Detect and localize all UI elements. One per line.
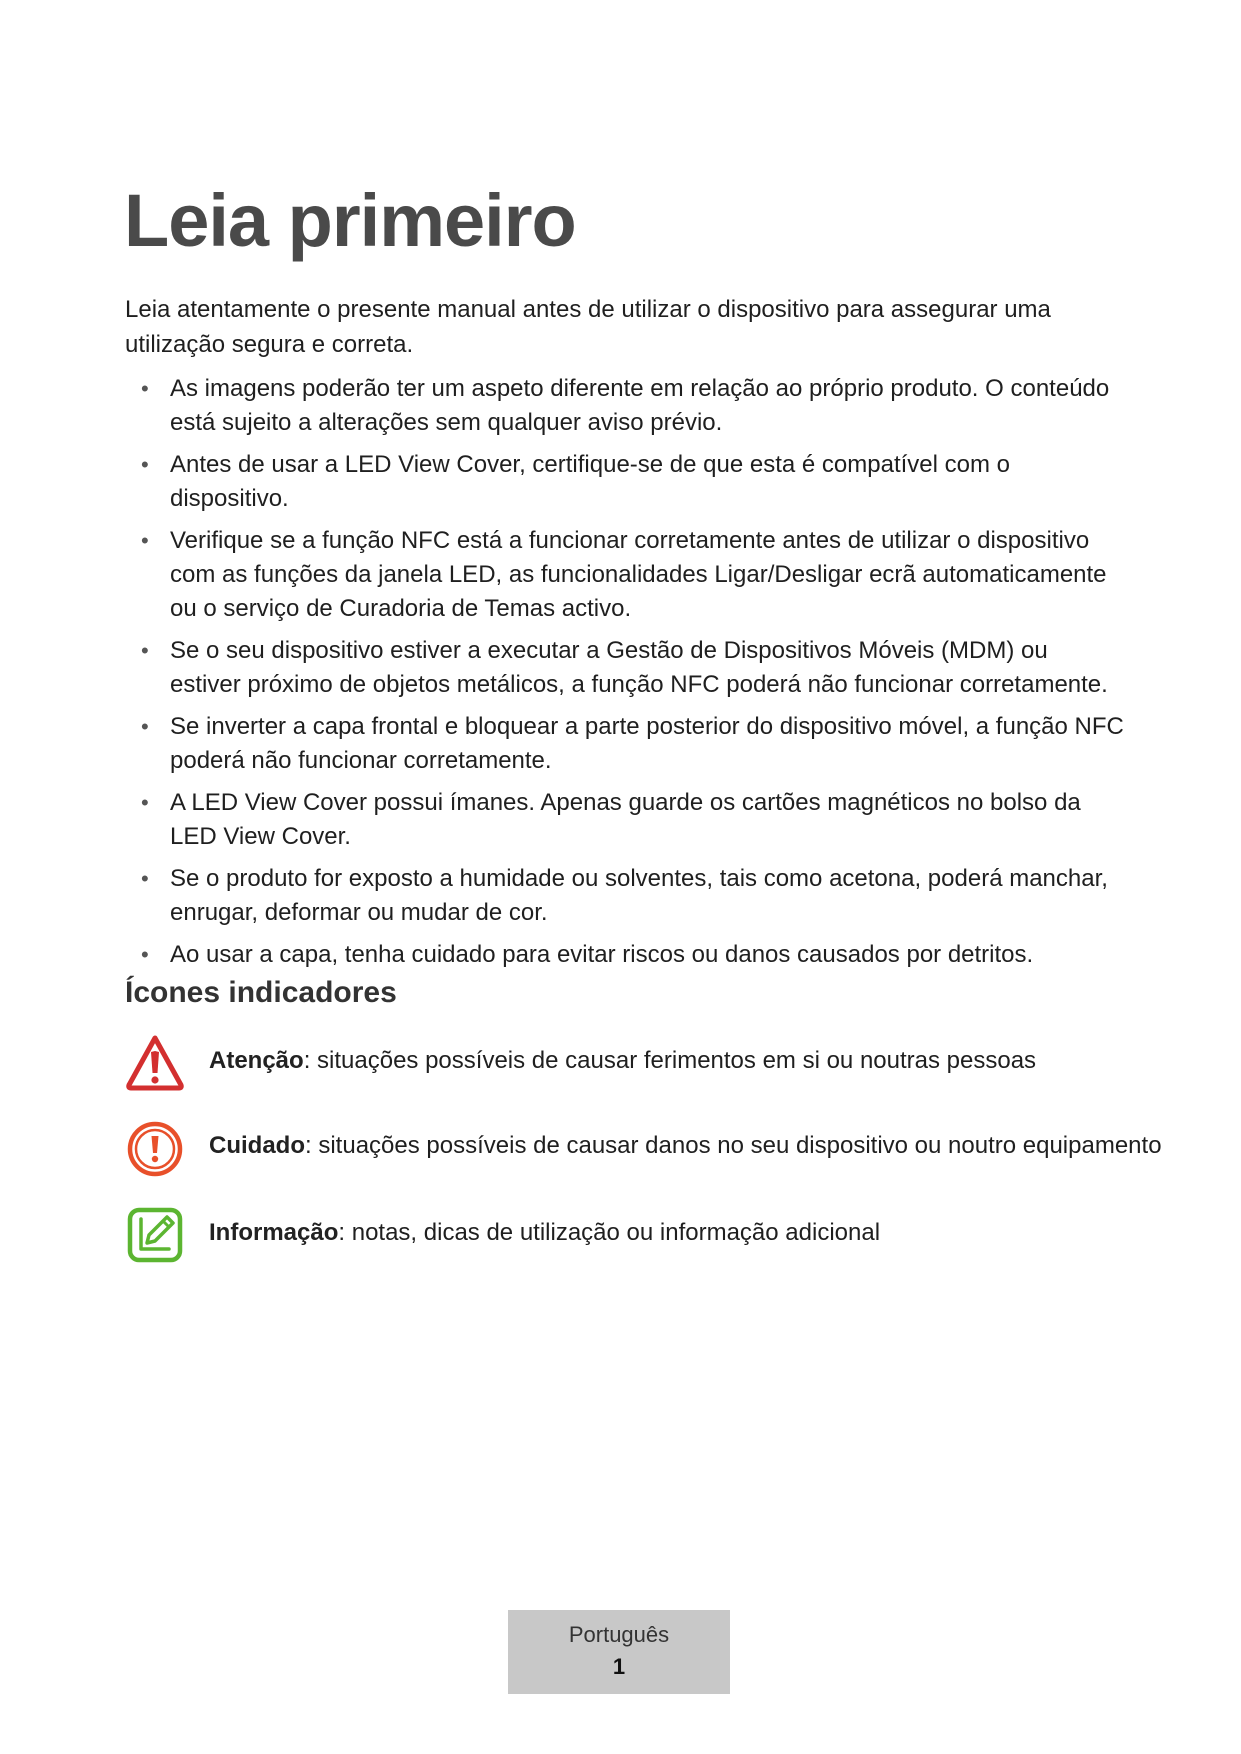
indicator-caution-row — [125, 1118, 1162, 1178]
list-item-text: Verifique se a função NFC está a funcionar corretamente antes de utilizar o dispositivo com as funções da janela LED, as funcionalidades Ligar/Desligar ecrã automaticamente ou o serviço de Curadoria de Temas activo. — [170, 527, 1107, 622]
indicators-heading: Ícones indicadores — [125, 976, 397, 1009]
indicator-info-row — [125, 1205, 1125, 1265]
indicator-separator: : — [305, 1132, 312, 1159]
caution-circle-icon — [125, 1118, 185, 1178]
list-item-text: Se inverter a capa frontal e bloquear a parte posterior do dispositivo móvel, a função NFC poderá não funcionar corretamente. — [170, 713, 1124, 774]
indicator-warning-text — [209, 1045, 1036, 1077]
bullet-marker: • — [141, 452, 149, 477]
footer-language: Português — [568, 1622, 670, 1647]
list-item-text: Se o seu dispositivo estiver a executar a Gestão de Dispositivos Móveis (MDM) ou estiver próximo de objetos metálicos, a função NFC poderá não funcionar corretamente. — [170, 637, 1108, 698]
list-item — [125, 448, 1125, 516]
indicator-separator: : — [338, 1219, 346, 1246]
indicator-separator: : — [303, 1047, 311, 1074]
indicator-label: Cuidado — [209, 1132, 305, 1159]
indicator-label: Atenção — [209, 1047, 304, 1074]
notice-list — [125, 372, 1125, 980]
bullet-marker: • — [141, 638, 149, 663]
indicator-caution-text — [209, 1130, 1162, 1162]
warning-triangle-icon — [125, 1033, 185, 1093]
list-item — [125, 862, 1125, 930]
page-footer — [508, 1610, 730, 1694]
indicator-info-text — [209, 1217, 880, 1249]
list-item-text: Se o produto for exposto a humidade ou solventes, tais como acetona, poderá manchar, enrugar, deformar ou mudar de cor. — [170, 865, 1108, 926]
bullet-marker: • — [141, 376, 149, 401]
list-item — [125, 710, 1125, 778]
indicator-description: situações possíveis de causar ferimentos em si ou noutras pessoas — [310, 1047, 1037, 1074]
list-item — [125, 786, 1125, 854]
indicator-label: Informação — [209, 1219, 339, 1246]
list-item — [125, 372, 1125, 440]
intro-paragraph: Leia atentamente o presente manual antes de utilizar o dispositivo para assegurar uma utilização segura e correta. — [125, 296, 1051, 358]
bullet-marker: • — [141, 866, 149, 891]
bullet-marker: • — [141, 790, 149, 815]
list-item — [125, 524, 1125, 626]
list-item — [125, 634, 1125, 702]
page-title: Leia primeiro — [124, 179, 576, 262]
list-item — [125, 938, 1125, 972]
indicator-description: notas, dicas de utilização ou informação adicional — [345, 1219, 881, 1246]
indicator-description: situações possíveis de causar danos no seu dispositivo ou noutro equipamento — [311, 1132, 1162, 1159]
bullet-marker: • — [141, 942, 149, 967]
list-item-text: Ao usar a capa, tenha cuidado para evitar riscos ou danos causados por detritos. — [170, 941, 1034, 968]
bullet-marker: • — [141, 714, 149, 739]
list-item-text: As imagens poderão ter um aspeto diferente em relação ao próprio produto. O conteúdo está sujeito a alterações sem qualquer aviso prévio. — [170, 375, 1110, 436]
page-number: 1 — [612, 1654, 626, 1679]
indicator-warning-row — [125, 1033, 1125, 1093]
note-pencil-icon — [125, 1205, 185, 1265]
list-item-text: Antes de usar a LED View Cover, certifique-se de que esta é compatível com o dispositivo. — [170, 451, 1010, 512]
bullet-marker: • — [141, 528, 149, 553]
list-item-text: A LED View Cover possui ímanes. Apenas guarde os cartões magnéticos no bolso da LED View Cover. — [170, 789, 1081, 850]
